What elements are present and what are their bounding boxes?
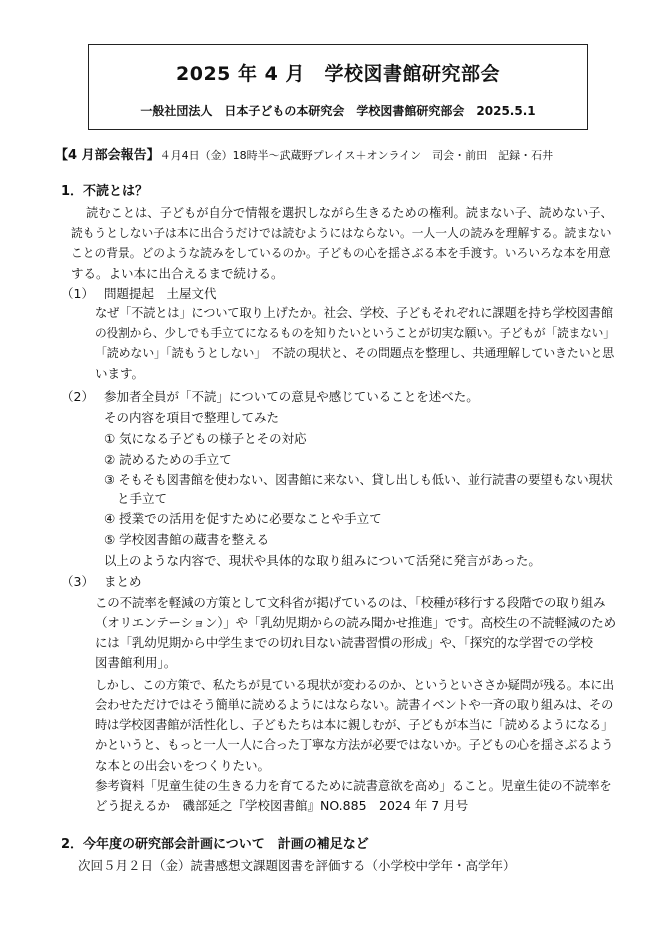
sub3-line: 会わせただけではそう簡単に読めるようにはならない。読書イベントや一斉の取り組みは、その — [95, 698, 614, 712]
sub3-line: 図書館利用」。 — [95, 655, 177, 670]
section1-heading: 1．不読とは？ — [61, 184, 149, 199]
report-meta: ４月4日（金）18時半～武蔵野プレイス＋オンライン 司会・前田 記録・石井 — [159, 149, 554, 162]
sub2-lead: その内容を項目で整理してみた — [104, 410, 280, 425]
sub1-title: 問題提起 土屋文代 — [104, 286, 217, 301]
sub3-line: しかし、この方策で、私たちが見ている現状が変わるのか、というといささか疑問が残る。本に出 — [95, 678, 614, 692]
header-box — [88, 44, 588, 130]
sub1-line: の役割から、少しでも手立てになるものを知りたいということが切実な願い。子どもが「読まない」 — [95, 326, 615, 340]
sub3-number: （3） — [61, 574, 94, 589]
sub2-item: ④ 授業での活用を促すために必要なことや手立て — [104, 511, 382, 526]
sub2-item: ③ そもそも図書館を使わない、図書館に来ない、貸し出しも低い、並行読書の要望もない現状 — [104, 473, 613, 487]
section2-heading: 2．今年度の研究部会計画について 計画の補足など — [61, 837, 369, 852]
sub3-line: 時は学校図書館が活性化し、子どもたちは本に親しむが、子どもが本当に「読めるようになる」 — [95, 718, 614, 732]
section1-intro-line: ことの背景。どのような読みをしているのか。子どもの心を揺さぶる本を手渡す。いろいろな本を用意 — [71, 246, 611, 260]
sub2-item: ① 気になる子どもの様子とその対応 — [104, 431, 307, 446]
sub1-line: なぜ「不読とは」について取り上げたか。社会、学校、子どもそれぞれに課題を持ち学校図書館 — [95, 306, 613, 320]
sub3-line: には「乳幼児期から中学生までの切れ目ない読書習慣の形成」や、「探究的な学習での学校 — [95, 635, 593, 650]
section1-intro-line: する。よい本に出合えるまで続ける。 — [71, 266, 284, 281]
document-title: 2025 年 4 月 学校図書館研究部会 — [176, 63, 500, 85]
report-line — [55, 146, 553, 164]
section1-intro-line: 読もうとしない子は本に出合うだけでは読むようにはならない。一人一人の読みを理解する。読まない — [71, 226, 612, 240]
sub3-title: まとめ — [104, 574, 142, 589]
sub1-number: （1） — [61, 286, 94, 301]
sub1-line: 「読めない」「読もうとしない」 不読の現状と、その問題点を整理し、共通理解していきたいと思 — [95, 346, 615, 360]
sub3-reference: 参考資料「児童生徒の生きる力を育てるために読書意欲を高め」ること。児童生徒の不読率を — [95, 778, 612, 793]
sub3-reference: どう捉えるか 磯部延之『学校図書館』NO.885 2024 年 7 月号 — [95, 798, 469, 813]
sub3-line: かというと、もっと一人一人に合った丁寧な方法が必要ではないか。子どもの心を揺さぶるよう — [95, 738, 614, 752]
section2-line: 次回５月２日（金）読書感想文課題図書を評価する（小学校中学年・高学年） — [78, 858, 516, 873]
sub2-title: 参加者全員が「不読」についての意見や感じていることを述べた。 — [104, 389, 479, 404]
report-label: 【4 月部会報告】 — [55, 148, 160, 163]
document-subtitle: 一般社団法人 日本子どもの本研究会 学校図書館研究部会 2025.5.1 — [140, 104, 536, 118]
sub2-item: ② 読めるための手立て — [104, 452, 232, 467]
sub2-item-continued: と手立て — [117, 491, 168, 506]
sub2-item: ⑤ 学校図書館の蔵書を整える — [104, 532, 270, 547]
sub3-line: この不読率を軽減の方策として文科省が掲げているのは、「校種が移行する段階での取り組み — [95, 595, 606, 610]
section1-intro-line: 読むことは、子どもが自分で情報を選択しながら生きるための権利。読まない子、読めない子、 — [86, 206, 613, 220]
sub3-line: （オリエンテーション）」や「乳幼児期からの読み聞かせ推進」です。高校生の不読軽減のため — [95, 615, 616, 630]
sub1-line: います。 — [95, 366, 145, 381]
sub3-line: な本との出会いをつくりたい。 — [95, 758, 271, 773]
sub2-closing: 以上のような内容で、現状や具体的な取り組みについて活発に発言があった。 — [104, 553, 541, 568]
sub2-number: （2） — [61, 389, 94, 404]
